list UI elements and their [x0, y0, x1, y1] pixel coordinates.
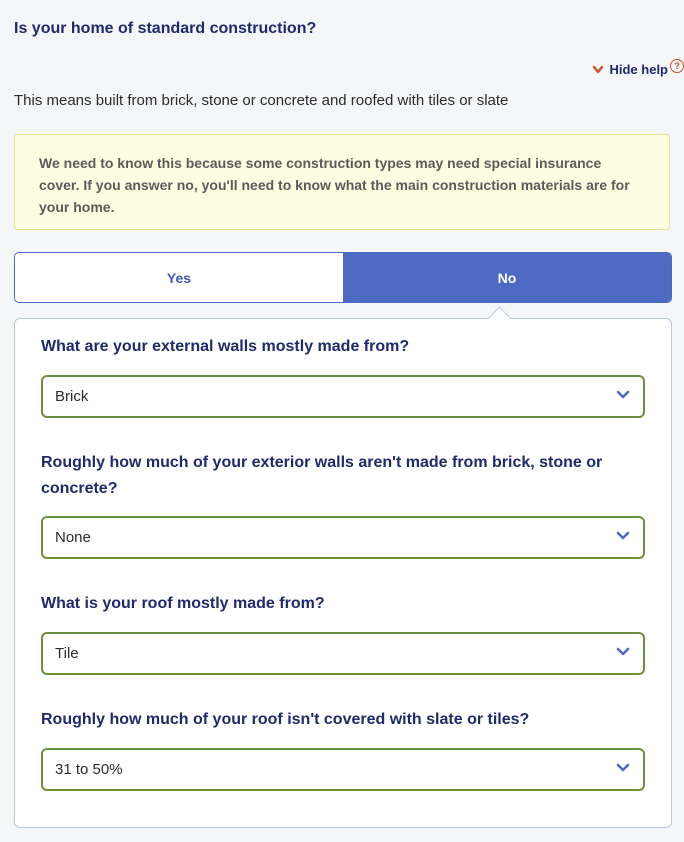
no-button[interactable]: No [343, 253, 671, 302]
chevron-down-icon [615, 388, 631, 402]
roof-other-select[interactable] [41, 748, 645, 791]
roof-other-label: Roughly how much of your roof isn't covered with slate or tiles? [41, 711, 530, 728]
help-box: We need to know this because some construction types may need special insurance cover. If you answer no, you'll need to know what the main construction materials are for your home. [14, 134, 670, 230]
walls-material-value: Brick [55, 388, 89, 405]
panel-pointer [487, 306, 511, 330]
roof-other-value: 31 to 50% [55, 761, 123, 778]
roof-material-value: Tile [55, 645, 79, 662]
walls-question-label: What are your external walls mostly made from? [41, 338, 410, 355]
chevron-down-icon [615, 645, 631, 659]
exterior-walls-other-value: None [55, 529, 91, 546]
help-question-icon: ? [670, 59, 684, 73]
chevron-down-icon [615, 529, 631, 543]
exterior-walls-other-label: Roughly how much of your exterior walls aren't made from brick, stone or concrete? [41, 454, 603, 497]
walls-material-select[interactable] [41, 375, 645, 418]
question-title: Is your home of standard construction? [14, 20, 317, 37]
exterior-walls-other-select[interactable] [41, 516, 645, 559]
roof-question-label: What is your roof mostly made from? [41, 595, 325, 612]
yes-no-toggle [14, 252, 672, 303]
hide-help-toggle[interactable] [591, 62, 684, 77]
chevron-down-icon [591, 63, 605, 77]
roof-material-select[interactable] [41, 632, 645, 675]
question-subtitle: This means built from brick, stone or concrete and roofed with tiles or slate [14, 92, 509, 109]
chevron-down-icon [615, 761, 631, 775]
hide-help-label: Hide help [609, 62, 668, 77]
yes-button[interactable]: Yes [15, 253, 343, 302]
construction-details-panel [14, 318, 672, 828]
